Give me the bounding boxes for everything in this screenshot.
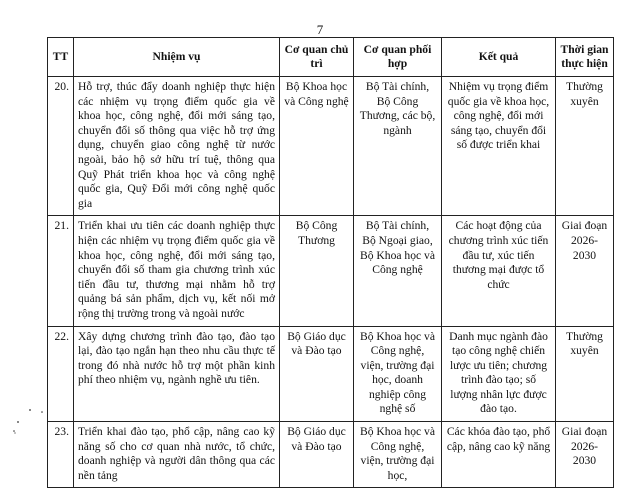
lead-agency-cell: Bộ Công Thương: [280, 216, 354, 326]
table-row: [48, 326, 614, 422]
task-cell: Triển khai đào tạo, phổ cập, nâng cao kỹ năng số cho cơ quan nhà nước, tổ chức, doanh nghiệp và người dân thông qua các nền tảng: [74, 422, 280, 488]
header-tt: TT: [48, 38, 74, 77]
task-table: [47, 37, 614, 488]
page-number: 7: [316, 22, 324, 37]
header-result: Kết quả: [442, 38, 556, 77]
header-lead-agency: Cơ quan chủ trì: [280, 38, 354, 77]
coordinating-agency-cell: Bộ Khoa học và Công nghệ, viện, trường đại học, doanh nghiệp công nghệ số: [354, 326, 442, 422]
timeline-cell: Giai đoạn 2026-2030: [556, 216, 614, 326]
scan-specks: [8, 400, 48, 440]
result-cell: Các khóa đào tạo, phổ cập, nâng cao kỹ năng: [442, 422, 556, 488]
table-row: [48, 422, 614, 488]
row-number: 22.: [48, 326, 74, 422]
lead-agency-cell: Bộ Khoa học và Công nghệ: [280, 77, 354, 216]
coordinating-agency-cell: Bộ Tài chính, Bộ Ngoại giao, Bộ Khoa học và Công nghệ: [354, 216, 442, 326]
table-row: [48, 77, 614, 216]
row-number: 23.: [48, 422, 74, 488]
lead-agency-cell: Bộ Giáo dục và Đào tạo: [280, 326, 354, 422]
timeline-cell: Thường xuyên: [556, 326, 614, 422]
header-timeline: Thời gian thực hiện: [556, 38, 614, 77]
row-number: 21.: [48, 216, 74, 326]
header-task: Nhiệm vụ: [74, 38, 280, 77]
coordinating-agency-cell: Bộ Tài chính, Bộ Công Thương, các bộ, ngành: [354, 77, 442, 216]
result-cell: Nhiệm vụ trọng điểm quốc gia về khoa học, công nghệ, đổi mới sáng tạo, chuyển đổi số được triển khai: [442, 77, 556, 216]
task-cell: Hỗ trợ, thúc đẩy doanh nghiệp thực hiện các nhiệm vụ trọng điểm quốc gia về khoa học, công nghệ, đổi mới sáng tạo, chuyển đổi số thông qua việc hỗ trợ ứng dụng, chuyển giao công nghệ từ nước ngoài, bảo hộ sở hữu trí tuệ, thông qua Quỹ Phát triển khoa học và công nghệ quốc gia, Quỹ Đổi mới công nghệ quốc gia: [74, 77, 280, 216]
table-header-row: [48, 38, 614, 77]
timeline-cell: Giai đoạn 2026-2030: [556, 422, 614, 488]
header-coordinating-agency: Cơ quan phối hợp: [354, 38, 442, 77]
timeline-cell: Thường xuyên: [556, 77, 614, 216]
row-number: 20.: [48, 77, 74, 216]
lead-agency-cell: Bộ Giáo dục và Đào tạo: [280, 422, 354, 488]
table-row: [48, 216, 614, 326]
task-cell: Triển khai ưu tiên các doanh nghiệp thực hiện các nhiệm vụ trọng điểm quốc gia về khoa học, công nghệ, đổi mới sáng tạo, chuyển đổi số tham gia chương trình xúc tiến đầu tư, thương mại nhằm hỗ trợ quảng bá sản phẩm, dịch vụ, kết nối mở rộng thị trường trong và ngoài nước: [74, 216, 280, 326]
task-cell: Xây dựng chương trình đào tạo, đào tạo lại, đào tạo ngắn hạn theo nhu cầu thực tế trong đó nhà nước hỗ trợ một phần kinh phí theo nhiệm vụ, ngành nghề ưu tiên.: [74, 326, 280, 422]
result-cell: Danh mục ngành đào tạo công nghệ chiến lược ưu tiên; chương trình đào tạo; số lượng nhân lực được đào tạo.: [442, 326, 556, 422]
result-cell: Các hoạt động của chương trình xúc tiến đầu tư, xúc tiến thương mại được tổ chức: [442, 216, 556, 326]
coordinating-agency-cell: Bộ Khoa học và Công nghệ, viện, trường đại học,: [354, 422, 442, 488]
